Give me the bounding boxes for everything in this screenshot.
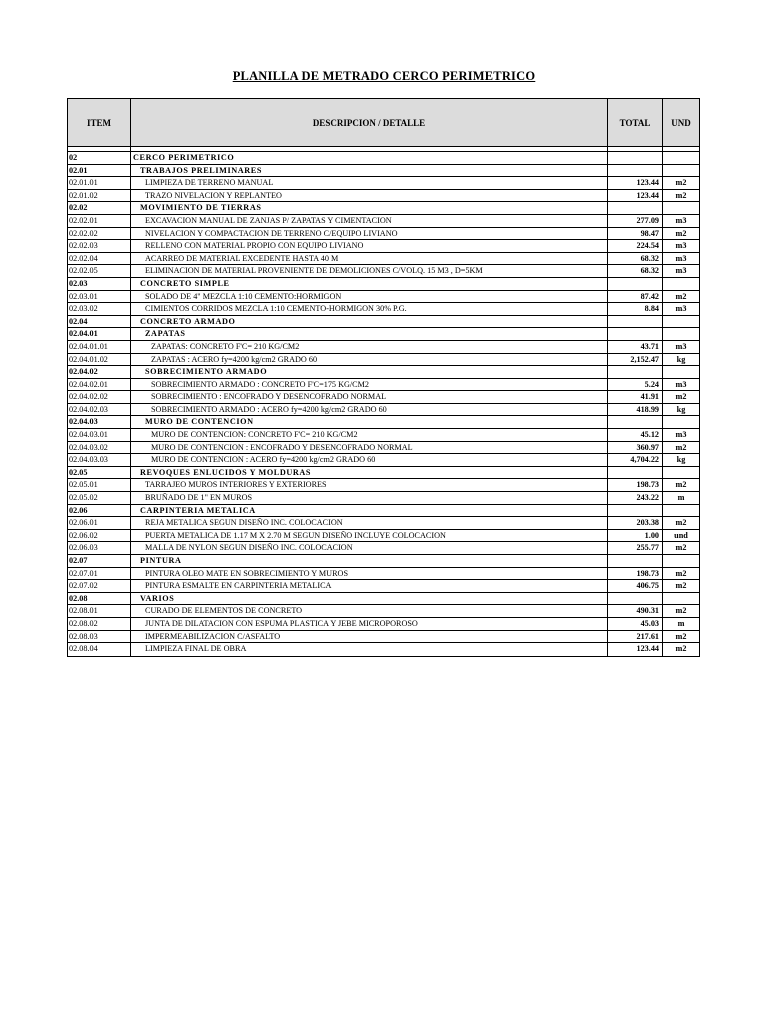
row-total: 243.22	[608, 492, 663, 504]
row-total: 224.54	[608, 240, 663, 252]
row-description: PINTURA OLEO MATE EN SOBRECIMIENTO Y MUROS	[131, 568, 608, 580]
row-total: 41.91	[608, 391, 663, 403]
table-row	[68, 517, 699, 530]
row-description: CURADO DE ELEMENTOS DE CONCRETO	[131, 605, 608, 617]
row-unit: m3	[675, 215, 687, 225]
row-description: ZAPATAS : ACERO fy=4200 kg/cm2 GRADO 60	[131, 354, 608, 366]
row-description: LIMPIEZA DE TERRENO MANUAL	[131, 177, 608, 189]
section-row	[68, 593, 699, 606]
row-unit: kg	[676, 404, 686, 414]
row-item-code: 02.02.05	[68, 265, 131, 277]
section-row	[68, 316, 699, 329]
row-unit: m3	[675, 379, 687, 389]
table-row	[68, 492, 699, 505]
section-row	[68, 416, 699, 429]
row-description: PINTURA	[131, 555, 608, 567]
row-item-code: 02.01.01	[68, 177, 131, 189]
header-unit: UND	[671, 117, 691, 128]
row-unit: m	[677, 493, 685, 503]
row-item-code: 02.04	[68, 316, 131, 328]
row-description: SOLADO DE 4" MEZCLA 1:10 CEMENTO:HORMIGON	[131, 291, 608, 303]
row-total: 203.38	[608, 517, 663, 529]
row-total: 5.24	[608, 379, 663, 391]
table-row	[68, 429, 699, 442]
table-row	[68, 265, 699, 278]
row-unit: m2	[675, 543, 687, 553]
row-total: 123.44	[608, 190, 663, 202]
row-item-code: 02.04.01.01	[68, 341, 131, 353]
row-total: 198.73	[608, 568, 663, 580]
table-row	[68, 303, 699, 316]
table-row	[68, 442, 699, 455]
row-total	[608, 366, 663, 378]
row-total	[608, 416, 663, 428]
table-header	[68, 99, 699, 147]
row-item-code: 02.04.02.01	[68, 379, 131, 391]
row-description: JUNTA DE DILATACION CON ESPUMA PLASTICA Y JEBE MICROPOROSO	[131, 618, 608, 630]
table-row	[68, 177, 699, 190]
row-description: SOBRECIMIENTO ARMADO : ACERO fy=4200 kg/cm2 GRADO 60	[131, 404, 608, 416]
row-total: 43.71	[608, 341, 663, 353]
row-unit	[663, 505, 699, 517]
row-unit: m3	[675, 253, 687, 263]
row-item-code: 02.02	[68, 202, 131, 214]
row-unit: m2	[675, 480, 687, 490]
row-item-code: 02.01	[68, 165, 131, 177]
row-item-code: 02.05.02	[68, 492, 131, 504]
row-description: VARIOS	[131, 593, 608, 605]
table-row	[68, 291, 699, 304]
row-item-code: 02.04.01	[68, 328, 131, 340]
row-item-code: 02.02.03	[68, 240, 131, 252]
table-row	[68, 568, 699, 581]
table-row	[68, 643, 699, 656]
row-total: 198.73	[608, 479, 663, 491]
row-description: ACARREO DE MATERIAL EXCEDENTE HASTA 40 M	[131, 253, 608, 265]
row-total	[608, 555, 663, 567]
section-row	[68, 555, 699, 568]
row-description: RELLENO CON MATERIAL PROPIO CON EQUIPO LIVIANO	[131, 240, 608, 252]
row-description: CERCO PERIMETRICO	[131, 152, 608, 164]
row-unit	[663, 555, 699, 567]
row-total: 98.47	[608, 228, 663, 240]
row-total: 490.31	[608, 605, 663, 617]
row-description: IMPERMEABILIZACION C/ASFALTO	[131, 631, 608, 643]
row-description: NIVELACION Y COMPACTACION DE TERRENO C/EQUIPO LIVIANO	[131, 228, 608, 240]
row-total	[608, 316, 663, 328]
row-total	[608, 505, 663, 517]
row-description: CIMIENTOS CORRIDOS MEZCLA 1:10 CEMENTO-HORMIGON 30% P.G.	[131, 303, 608, 315]
table-row	[68, 190, 699, 203]
row-total: 45.03	[608, 618, 663, 630]
row-unit: m2	[675, 178, 687, 188]
section-row	[68, 328, 699, 341]
row-item-code: 02.08.02	[68, 618, 131, 630]
table-row	[68, 228, 699, 241]
row-total: 68.32	[608, 253, 663, 265]
table-row	[68, 253, 699, 266]
section-row	[68, 505, 699, 518]
row-description: MALLA DE NYLON SEGUN DISEÑO INC. COLOCACION	[131, 542, 608, 554]
row-item-code: 02.06.01	[68, 517, 131, 529]
row-item-code: 02.04.02.02	[68, 391, 131, 403]
row-item-code: 02.04.03.02	[68, 442, 131, 454]
row-unit	[663, 366, 699, 378]
row-unit: m3	[675, 266, 687, 276]
table-row	[68, 542, 699, 555]
section-row	[68, 165, 699, 178]
row-description: BRUÑADO DE 1" EN MUROS	[131, 492, 608, 504]
row-total	[608, 593, 663, 605]
table-row	[68, 215, 699, 228]
table-body	[68, 152, 699, 656]
row-unit: m2	[675, 190, 687, 200]
row-item-code: 02.03.02	[68, 303, 131, 315]
row-unit	[663, 278, 699, 290]
section-row	[68, 467, 699, 480]
row-total: 87.42	[608, 291, 663, 303]
row-unit: m2	[675, 392, 687, 402]
row-item-code: 02.04.03.03	[68, 454, 131, 466]
row-total: 123.44	[608, 643, 663, 656]
row-description: PINTURA ESMALTE EN CARPINTERIA METALICA	[131, 580, 608, 592]
row-description: SOBRECIMIENTO ARMADO	[131, 366, 608, 378]
metrado-table	[67, 98, 700, 657]
row-unit: und	[674, 530, 688, 540]
row-description: MURO DE CONTENCION	[131, 416, 608, 428]
table-row	[68, 530, 699, 543]
row-unit: m2	[675, 606, 687, 616]
row-item-code: 02.06	[68, 505, 131, 517]
row-total: 45.12	[608, 429, 663, 441]
table-row	[68, 580, 699, 593]
table-row	[68, 404, 699, 417]
row-item-code: 02.01.02	[68, 190, 131, 202]
row-unit: m3	[675, 430, 687, 440]
row-total	[608, 278, 663, 290]
row-item-code: 02.03	[68, 278, 131, 290]
row-item-code: 02.08.03	[68, 631, 131, 643]
row-description: SOBRECIMIENTO ARMADO : CONCRETO F'C=175 KG/CM2	[131, 379, 608, 391]
table-row	[68, 454, 699, 467]
header-total: TOTAL	[608, 99, 663, 146]
row-item-code: 02.06.02	[68, 530, 131, 542]
row-total: 2,152.47	[608, 354, 663, 366]
row-item-code: 02.07	[68, 555, 131, 567]
row-unit	[663, 593, 699, 605]
row-description: REVOQUES ENLUCIDOS Y MOLDURAS	[131, 467, 608, 479]
row-total	[608, 467, 663, 479]
row-item-code: 02.04.02	[68, 366, 131, 378]
row-total	[608, 165, 663, 177]
table-row	[68, 631, 699, 644]
row-description: ZAPATAS	[131, 328, 608, 340]
row-item-code: 02.05	[68, 467, 131, 479]
row-unit	[663, 316, 699, 328]
row-unit: kg	[676, 455, 686, 465]
row-unit	[663, 165, 699, 177]
row-item-code: 02.04.02.03	[68, 404, 131, 416]
row-item-code: 02.04.01.02	[68, 354, 131, 366]
row-description: REJA METALICA SEGUN DISEÑO INC. COLOCACION	[131, 517, 608, 529]
row-item-code: 02.02.01	[68, 215, 131, 227]
row-item-code: 02.08	[68, 593, 131, 605]
row-unit: m3	[675, 241, 687, 251]
header-description: DESCRIPCION / DETALLE	[131, 99, 608, 146]
section-row	[68, 278, 699, 291]
row-total: 123.44	[608, 177, 663, 189]
table-row	[68, 379, 699, 392]
table-row	[68, 391, 699, 404]
row-unit: m2	[675, 568, 687, 578]
row-item-code: 02.02.02	[68, 228, 131, 240]
row-unit	[663, 328, 699, 340]
row-total: 360.97	[608, 442, 663, 454]
row-total: 255.77	[608, 542, 663, 554]
row-total: 418.99	[608, 404, 663, 416]
row-unit: m3	[675, 341, 687, 351]
row-description: CONCRETO SIMPLE	[131, 278, 608, 290]
row-total: 8.84	[608, 303, 663, 315]
table-row	[68, 341, 699, 354]
row-item-code: 02.07.01	[68, 568, 131, 580]
row-total: 1.00	[608, 530, 663, 542]
row-description: SOBRECIMIENTO : ENCOFRADO Y DESENCOFRADO NORMAL	[131, 391, 608, 403]
row-total: 68.32	[608, 265, 663, 277]
row-description: TARRAJEO MUROS INTERIORES Y EXTERIORES	[131, 479, 608, 491]
table-row	[68, 479, 699, 492]
row-unit	[663, 416, 699, 428]
row-unit	[663, 467, 699, 479]
header-item: ITEM	[68, 99, 131, 146]
row-total	[608, 152, 663, 164]
row-unit: m2	[675, 291, 687, 301]
document-title: PLANILLA DE METRADO CERCO PERIMETRICO	[232, 69, 536, 83]
table-row	[68, 605, 699, 618]
row-item-code: 02	[68, 152, 131, 164]
row-description: ZAPATAS: CONCRETO F'C= 210 KG/CM2	[131, 341, 608, 353]
row-unit: m2	[675, 442, 687, 452]
row-unit: kg	[676, 354, 686, 364]
row-description: MOVIMIENTO DE TIERRAS	[131, 202, 608, 214]
row-item-code: 02.08.01	[68, 605, 131, 617]
row-item-code: 02.05.01	[68, 479, 131, 491]
row-total: 4,704.22	[608, 454, 663, 466]
row-unit: m3	[675, 304, 687, 314]
row-description: MURO DE CONTENCION: CONCRETO F'C= 210 KG/CM2	[131, 429, 608, 441]
row-unit	[663, 152, 699, 164]
row-description: LIMPIEZA FINAL DE OBRA	[131, 643, 608, 656]
row-total	[608, 328, 663, 340]
row-item-code: 02.02.04	[68, 253, 131, 265]
row-unit: m2	[675, 631, 687, 641]
row-unit: m2	[675, 644, 687, 654]
row-item-code: 02.04.03.01	[68, 429, 131, 441]
row-description: PUERTA METALICA DE 1.17 M X 2.70 M SEGUN DISEÑO INCLUYE COLOCACION	[131, 530, 608, 542]
row-description: CARPINTERIA METALICA	[131, 505, 608, 517]
row-item-code: 02.07.02	[68, 580, 131, 592]
row-description: TRABAJOS PRELIMINARES	[131, 165, 608, 177]
row-description: MURO DE CONTENCION : ENCOFRADO Y DESENCOFRADO NORMAL	[131, 442, 608, 454]
row-total: 406.75	[608, 580, 663, 592]
row-item-code: 02.04.03	[68, 416, 131, 428]
table-row	[68, 354, 699, 367]
row-description: ELIMINACION DE MATERIAL PROVENIENTE DE DEMOLICIONES C/VOLQ. 15 M3 , D=5KM	[131, 265, 608, 277]
section-row	[68, 152, 699, 165]
row-total: 277.09	[608, 215, 663, 227]
row-unit: m2	[675, 228, 687, 238]
row-description: EXCAVACION MANUAL DE ZANJAS P/ ZAPATAS Y CIMENTACION	[131, 215, 608, 227]
section-row	[68, 202, 699, 215]
row-item-code: 02.06.03	[68, 542, 131, 554]
row-total	[608, 202, 663, 214]
row-item-code: 02.08.04	[68, 643, 131, 656]
table-row	[68, 240, 699, 253]
row-item-code: 02.03.01	[68, 291, 131, 303]
row-unit: m	[677, 618, 685, 628]
row-total: 217.61	[608, 631, 663, 643]
row-description: MURO DE CONTENCION : ACERO fy=4200 kg/cm2 GRADO 60	[131, 454, 608, 466]
table-row	[68, 618, 699, 631]
row-unit: m2	[675, 518, 687, 528]
row-unit: m2	[675, 581, 687, 591]
section-row	[68, 366, 699, 379]
row-description: CONCRETO ARMADO	[131, 316, 608, 328]
row-unit	[663, 202, 699, 214]
row-description: TRAZO NIVELACION Y REPLANTEO	[131, 190, 608, 202]
